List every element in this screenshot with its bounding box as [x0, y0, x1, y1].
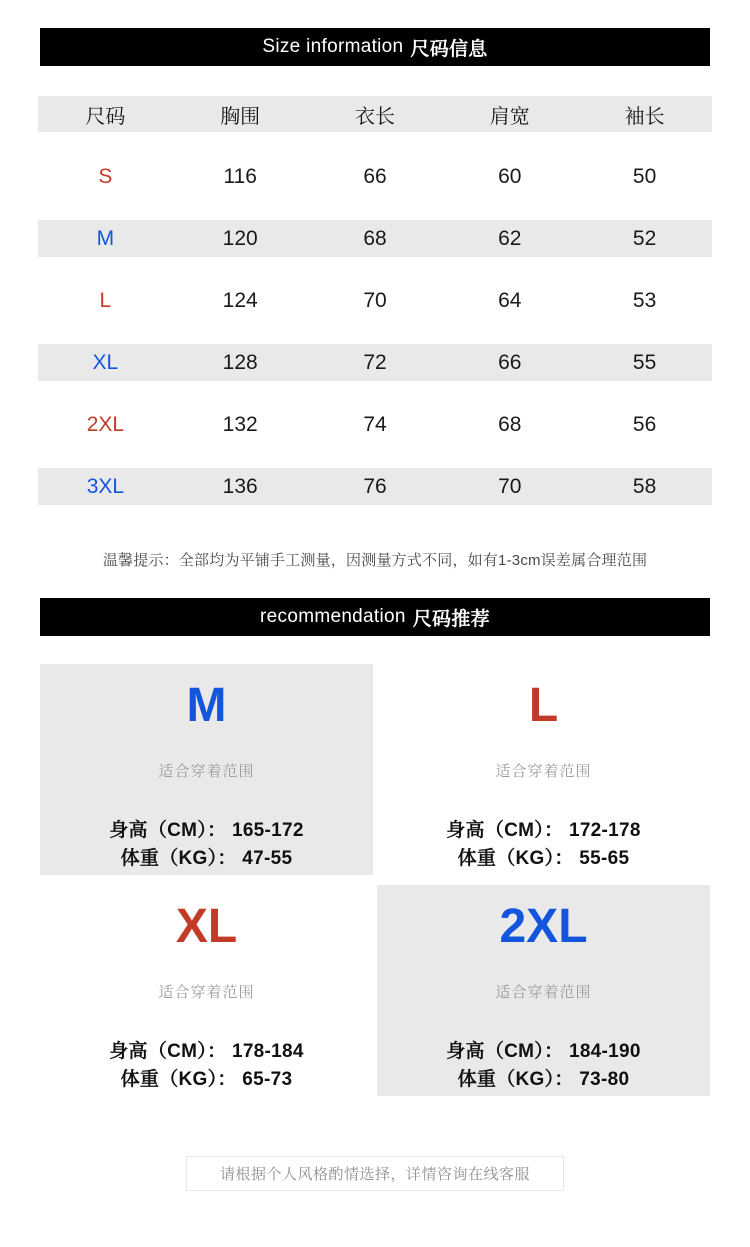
card-size-letter: 2XL	[499, 900, 588, 953]
customer-service-note: 请根据个人风格酌情选择，详情咨询在线客服	[186, 1156, 564, 1191]
length-value: 76	[363, 474, 387, 498]
header-length: 衣长	[354, 105, 395, 128]
height-range: 身高（CM）： 178-184	[109, 1041, 304, 1062]
size-banner-english-label: Size information	[262, 36, 404, 57]
length-value: 70	[363, 288, 387, 312]
height-range: 身高（CM）： 165-172	[109, 820, 304, 841]
size-table-header-row	[38, 96, 712, 132]
fit-range-label: 适合穿着范围	[158, 763, 255, 780]
shoulder-value: 64	[498, 288, 522, 312]
length-value: 74	[363, 412, 387, 436]
chest-value: 136	[222, 474, 258, 498]
length-value: 66	[363, 164, 387, 188]
size-label: 3XL	[86, 474, 125, 498]
weight-range: 体重（KG）： 47-55	[120, 848, 293, 869]
card-size-letter: M	[186, 679, 227, 732]
size-information-banner	[40, 28, 710, 66]
fit-range-label: 适合穿着范围	[495, 984, 592, 1001]
table-row	[38, 468, 712, 505]
shoulder-value: 68	[498, 412, 522, 436]
height-range: 身高（CM）： 172-178	[446, 820, 641, 841]
recommendation-card-l	[377, 664, 710, 875]
size-banner-chinese-label: 尺码信息	[410, 38, 488, 60]
size-label: M	[96, 226, 115, 250]
sleeve-value: 53	[632, 288, 657, 312]
header-sleeve: 袖长	[624, 105, 665, 128]
size-recommendation-grid	[40, 664, 710, 1096]
sleeve-value: 58	[632, 474, 657, 498]
recommendation-banner-chinese-label: 尺码推荐	[412, 608, 490, 630]
shoulder-value: 62	[498, 226, 522, 250]
recommendation-banner	[40, 598, 710, 636]
shoulder-value: 70	[498, 474, 522, 498]
chest-value: 132	[222, 412, 258, 436]
chest-value: 116	[223, 164, 257, 188]
height-range: 身高（CM）： 184-190	[446, 1041, 641, 1062]
table-row	[38, 220, 712, 257]
recommendation-card-2xl	[377, 885, 710, 1096]
sleeve-value: 52	[632, 226, 657, 250]
weight-range: 体重（KG）： 73-80	[457, 1069, 630, 1090]
weight-range: 体重（KG）： 55-65	[457, 848, 630, 869]
size-label: 2XL	[86, 412, 125, 436]
size-label: L	[99, 288, 112, 312]
table-row	[38, 282, 712, 319]
recommendation-card-m	[40, 664, 373, 875]
header-shoulder: 肩宽	[489, 105, 530, 128]
table-row	[38, 158, 712, 195]
chest-value: 128	[222, 350, 258, 374]
chest-value: 124	[222, 288, 258, 312]
header-chest: 胸围	[220, 105, 261, 128]
recommendation-card-xl	[40, 885, 373, 1096]
weight-range: 体重（KG）： 65-73	[120, 1069, 293, 1090]
sleeve-value: 55	[632, 350, 657, 374]
size-table	[38, 96, 712, 505]
table-row	[38, 406, 712, 443]
size-label: XL	[92, 350, 119, 374]
size-label: S	[98, 164, 113, 188]
recommendation-banner-english-label: recommendation	[260, 606, 406, 627]
sleeve-value: 50	[632, 164, 657, 188]
shoulder-value: 60	[498, 164, 522, 188]
measurement-disclaimer-note: 温馨提示：全部均为平铺手工测量，因测量方式不同，如有1-3cm误差属合理范围	[102, 552, 648, 569]
length-value: 68	[363, 226, 387, 250]
length-value: 72	[363, 350, 387, 374]
table-row	[38, 344, 712, 381]
fit-range-label: 适合穿着范围	[158, 984, 255, 1001]
sleeve-value: 56	[632, 412, 657, 436]
fit-range-label: 适合穿着范围	[495, 763, 592, 780]
header-size: 尺码	[85, 105, 126, 128]
card-size-letter: XL	[175, 900, 238, 953]
chest-value: 120	[222, 226, 258, 250]
card-size-letter: L	[528, 679, 559, 732]
shoulder-value: 66	[498, 350, 522, 374]
